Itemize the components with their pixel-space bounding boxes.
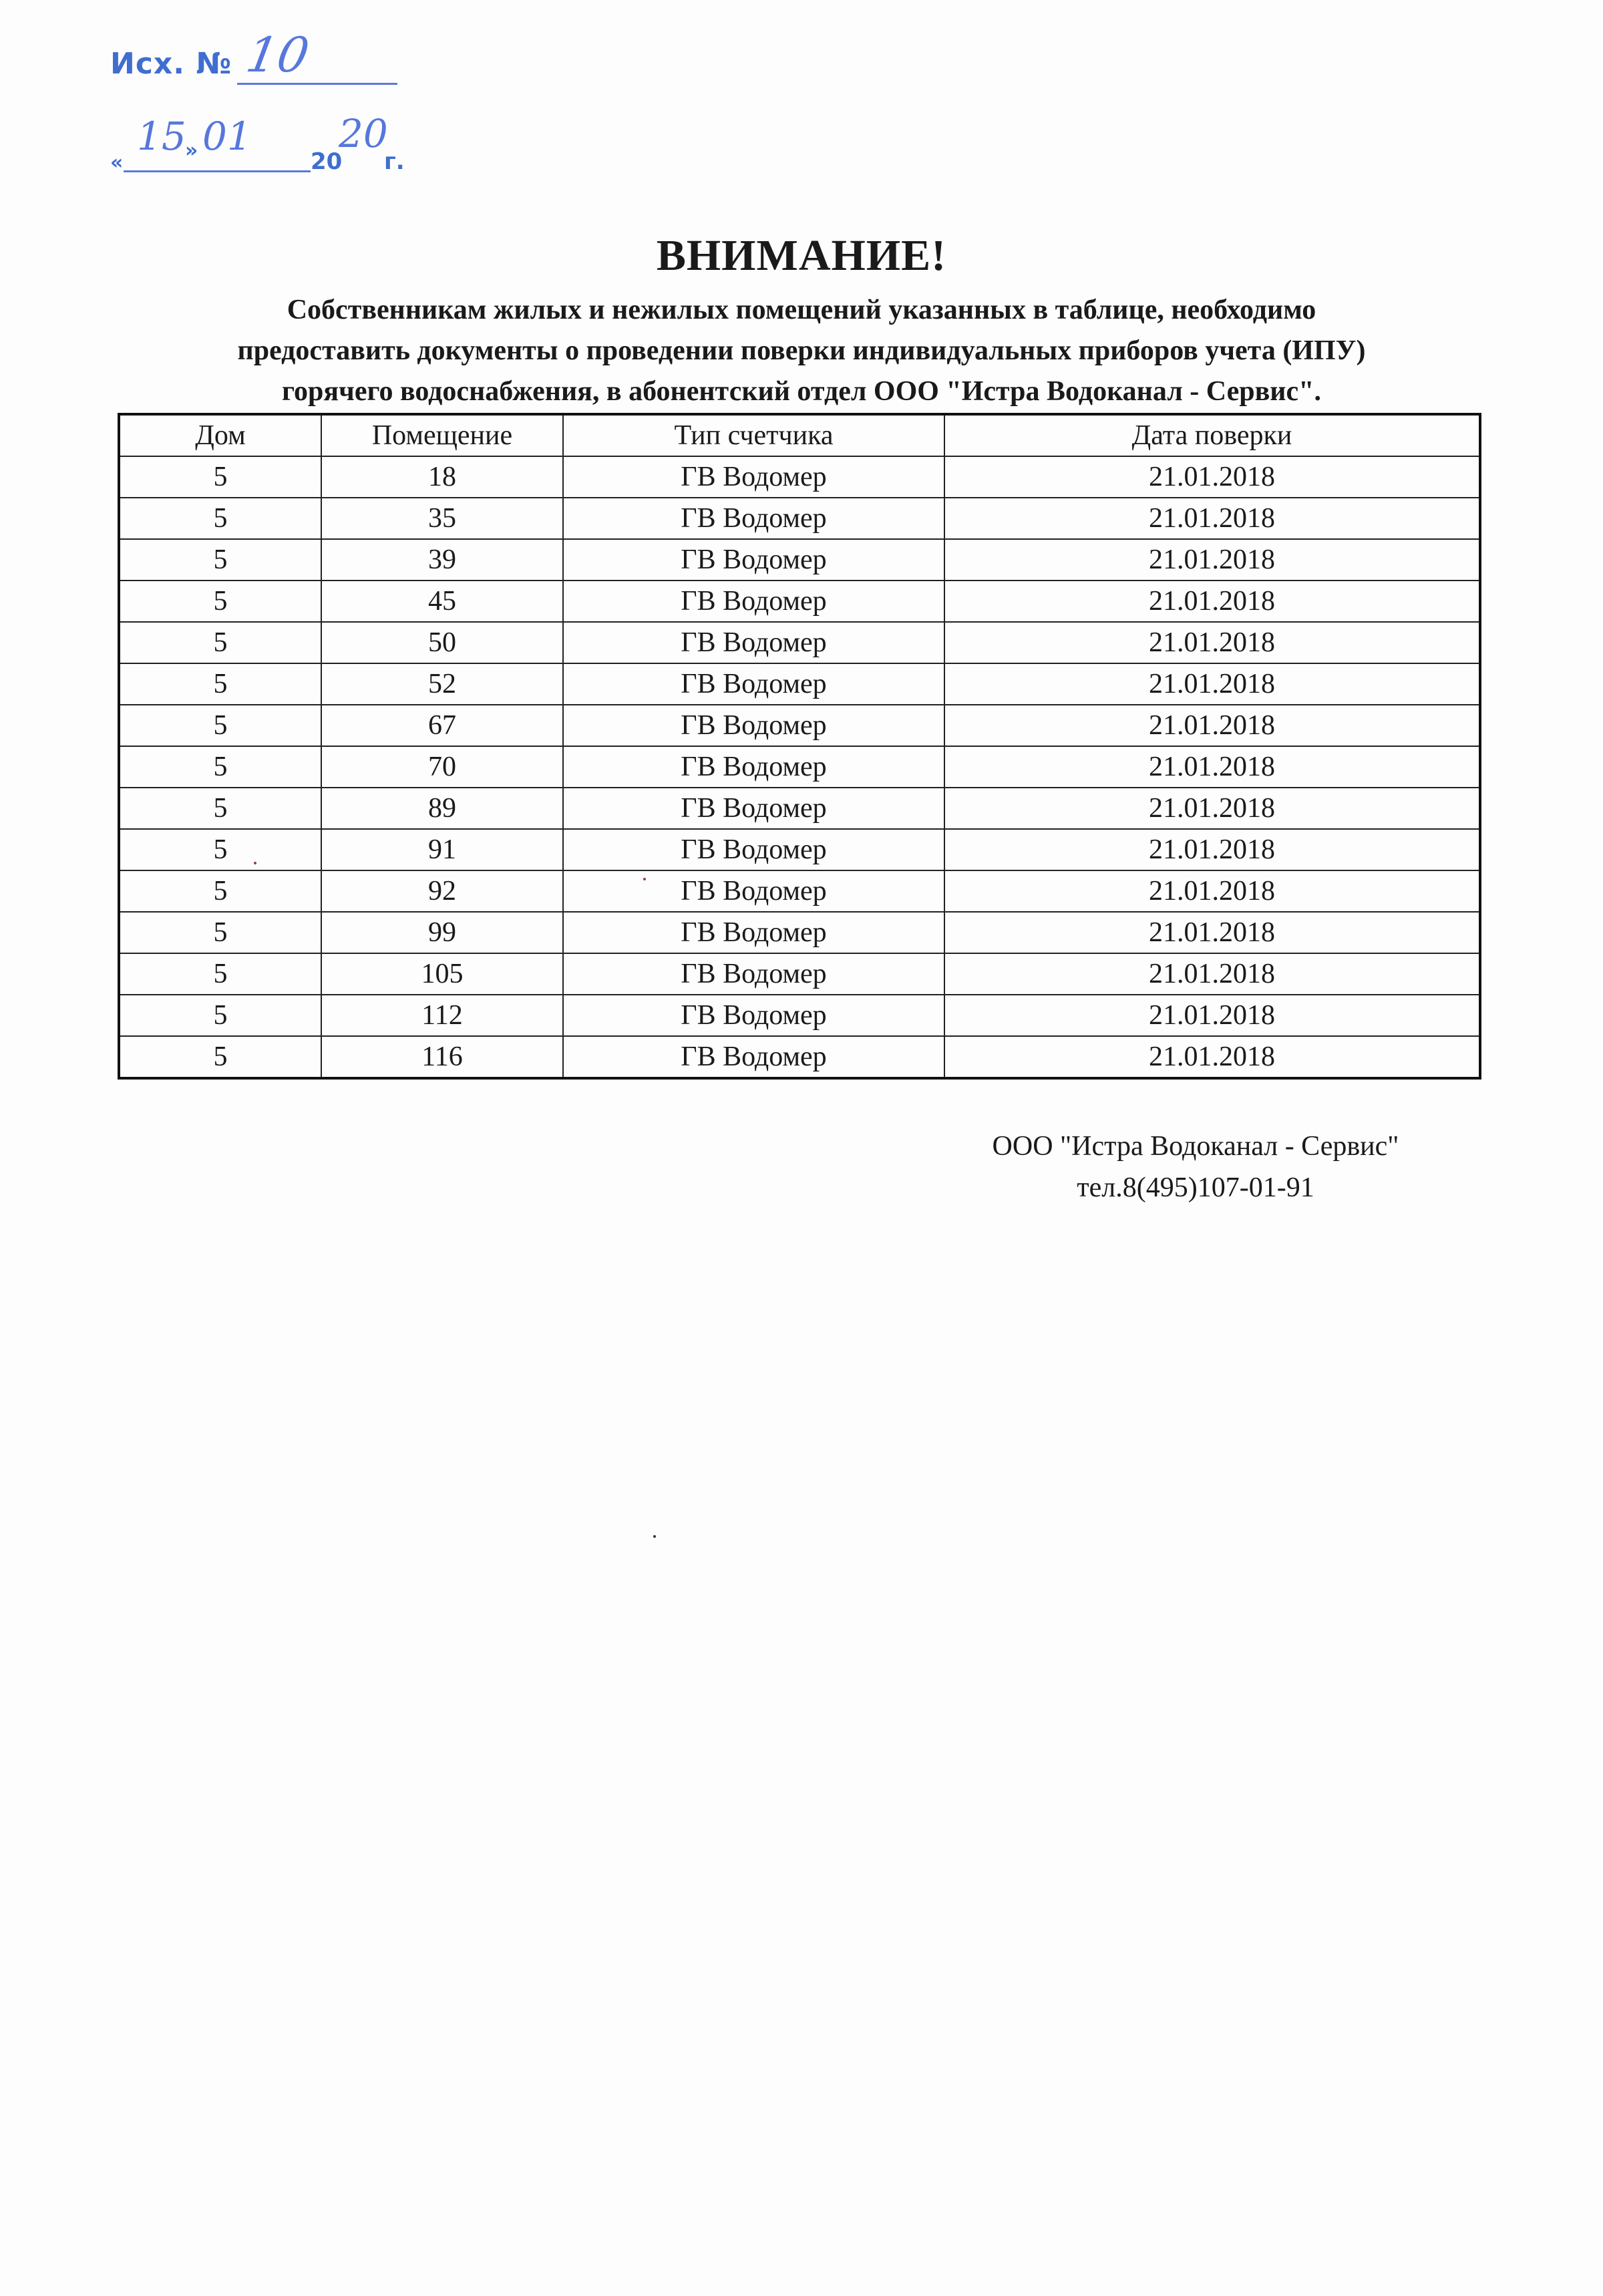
table-row bbox=[120, 953, 1479, 995]
cell-house: 5 bbox=[120, 788, 321, 829]
cell-verification-date: 21.01.2018 bbox=[944, 663, 1479, 705]
scan-speck bbox=[653, 1535, 656, 1538]
stamp-handwritten-year: 20 bbox=[339, 111, 388, 156]
stamp-date-separator: » bbox=[185, 139, 198, 162]
cell-room: 35 bbox=[321, 498, 563, 539]
outgoing-number-stamp bbox=[110, 27, 417, 175]
cell-house: 5 bbox=[120, 829, 321, 870]
cell-verification-date: 21.01.2018 bbox=[944, 953, 1479, 995]
cell-meter-type: ГВ Водомер bbox=[563, 746, 944, 788]
table-row bbox=[120, 539, 1479, 581]
cell-room: 70 bbox=[321, 746, 563, 788]
cell-room: 52 bbox=[321, 663, 563, 705]
cell-meter-type: ГВ Водомер bbox=[563, 1036, 944, 1077]
cell-verification-date: 21.01.2018 bbox=[944, 705, 1479, 746]
cell-meter-type: ГВ Водомер bbox=[563, 953, 944, 995]
cell-meter-type: ГВ Водомер bbox=[563, 622, 944, 663]
notice-line-2: предоставить документы о проведении поверки индивидуальных приборов учета (ИПУ) bbox=[237, 335, 1366, 366]
signature-block bbox=[935, 1126, 1456, 1208]
cell-verification-date: 21.01.2018 bbox=[944, 498, 1479, 539]
cell-verification-date: 21.01.2018 bbox=[944, 539, 1479, 581]
cell-house: 5 bbox=[120, 870, 321, 912]
stamp-year-unit: г. bbox=[384, 148, 405, 175]
cell-verification-date: 21.01.2018 bbox=[944, 995, 1479, 1036]
table-row bbox=[120, 995, 1479, 1036]
cell-house: 5 bbox=[120, 912, 321, 953]
cell-room: 89 bbox=[321, 788, 563, 829]
cell-verification-date: 21.01.2018 bbox=[944, 456, 1479, 498]
cell-house: 5 bbox=[120, 581, 321, 622]
stamp-handwritten-month: 01 bbox=[202, 114, 252, 159]
cell-meter-type: ГВ Водомер bbox=[563, 995, 944, 1036]
column-header-house: Дом bbox=[120, 416, 321, 456]
cell-room: 45 bbox=[321, 581, 563, 622]
column-header-meter-type: Тип счетчика bbox=[563, 416, 944, 456]
scan-speck bbox=[643, 878, 646, 880]
table-row bbox=[120, 498, 1479, 539]
cell-room: 116 bbox=[321, 1036, 563, 1077]
cell-room: 18 bbox=[321, 456, 563, 498]
table-row bbox=[120, 456, 1479, 498]
cell-meter-type: ГВ Водомер bbox=[563, 912, 944, 953]
stamp-out-label: Исх. № bbox=[110, 47, 232, 81]
cell-room: 91 bbox=[321, 829, 563, 870]
cell-house: 5 bbox=[120, 746, 321, 788]
table-row bbox=[120, 705, 1479, 746]
company-name: ООО "Истра Водоканал - Сервис" bbox=[992, 1131, 1399, 1162]
table-row bbox=[120, 912, 1479, 953]
stamp-number-underline bbox=[237, 83, 397, 85]
cell-meter-type: ГВ Водомер bbox=[563, 870, 944, 912]
table-body bbox=[120, 456, 1479, 1077]
meter-verification-table bbox=[118, 413, 1481, 1080]
stamp-date-open-quote: « bbox=[110, 151, 124, 174]
table-row bbox=[120, 1036, 1479, 1077]
data-table bbox=[120, 416, 1479, 1077]
cell-meter-type: ГВ Водомер bbox=[563, 663, 944, 705]
cell-house: 5 bbox=[120, 995, 321, 1036]
cell-verification-date: 21.01.2018 bbox=[944, 746, 1479, 788]
notice-line-3: горячего водоснабжения, в абонентский отдел ООО "Истра Водоканал - Сервис". bbox=[282, 376, 1321, 407]
cell-house: 5 bbox=[120, 622, 321, 663]
table-row bbox=[120, 581, 1479, 622]
cell-room: 105 bbox=[321, 953, 563, 995]
stamp-number-row bbox=[110, 47, 232, 81]
cell-room: 99 bbox=[321, 912, 563, 953]
stamp-year-prefix: 20 bbox=[311, 148, 343, 175]
table-row bbox=[120, 829, 1479, 870]
cell-house: 5 bbox=[120, 1036, 321, 1077]
table-row bbox=[120, 663, 1479, 705]
table-row bbox=[120, 746, 1479, 788]
cell-house: 5 bbox=[120, 953, 321, 995]
notice-paragraph bbox=[114, 290, 1489, 412]
cell-room: 112 bbox=[321, 995, 563, 1036]
cell-meter-type: ГВ Водомер bbox=[563, 456, 944, 498]
table-header-row bbox=[120, 416, 1479, 456]
cell-meter-type: ГВ Водомер bbox=[563, 581, 944, 622]
cell-house: 5 bbox=[120, 498, 321, 539]
cell-room: 50 bbox=[321, 622, 563, 663]
cell-verification-date: 21.01.2018 bbox=[944, 788, 1479, 829]
cell-meter-type: ГВ Водомер bbox=[563, 705, 944, 746]
cell-verification-date: 21.01.2018 bbox=[944, 829, 1479, 870]
cell-verification-date: 21.01.2018 bbox=[944, 912, 1479, 953]
table-row bbox=[120, 788, 1479, 829]
cell-house: 5 bbox=[120, 456, 321, 498]
table-row bbox=[120, 870, 1479, 912]
stamp-handwritten-day: 15 bbox=[137, 114, 186, 159]
company-phone: тел.8(495)107-01-91 bbox=[1077, 1172, 1314, 1203]
cell-room: 39 bbox=[321, 539, 563, 581]
cell-house: 5 bbox=[120, 663, 321, 705]
cell-house: 5 bbox=[120, 705, 321, 746]
cell-verification-date: 21.01.2018 bbox=[944, 622, 1479, 663]
scan-speck bbox=[254, 862, 256, 864]
table-row bbox=[120, 622, 1479, 663]
column-header-room: Помещение bbox=[321, 416, 563, 456]
cell-room: 92 bbox=[321, 870, 563, 912]
notice-line-1: Собственникам жилых и нежилых помещений указанных в таблице, необходимо bbox=[287, 295, 1316, 325]
cell-verification-date: 21.01.2018 bbox=[944, 870, 1479, 912]
cell-verification-date: 21.01.2018 bbox=[944, 1036, 1479, 1077]
cell-room: 67 bbox=[321, 705, 563, 746]
stamp-date-underline bbox=[124, 170, 311, 172]
stamp-handwritten-number: 10 bbox=[242, 27, 314, 83]
cell-meter-type: ГВ Водомер bbox=[563, 539, 944, 581]
cell-meter-type: ГВ Водомер bbox=[563, 498, 944, 539]
cell-meter-type: ГВ Водомер bbox=[563, 788, 944, 829]
cell-house: 5 bbox=[120, 539, 321, 581]
cell-meter-type: ГВ Водомер bbox=[563, 829, 944, 870]
page-title: ВНИМАНИЕ! bbox=[656, 231, 947, 280]
cell-verification-date: 21.01.2018 bbox=[944, 581, 1479, 622]
column-header-verification-date: Дата поверки bbox=[944, 416, 1479, 456]
